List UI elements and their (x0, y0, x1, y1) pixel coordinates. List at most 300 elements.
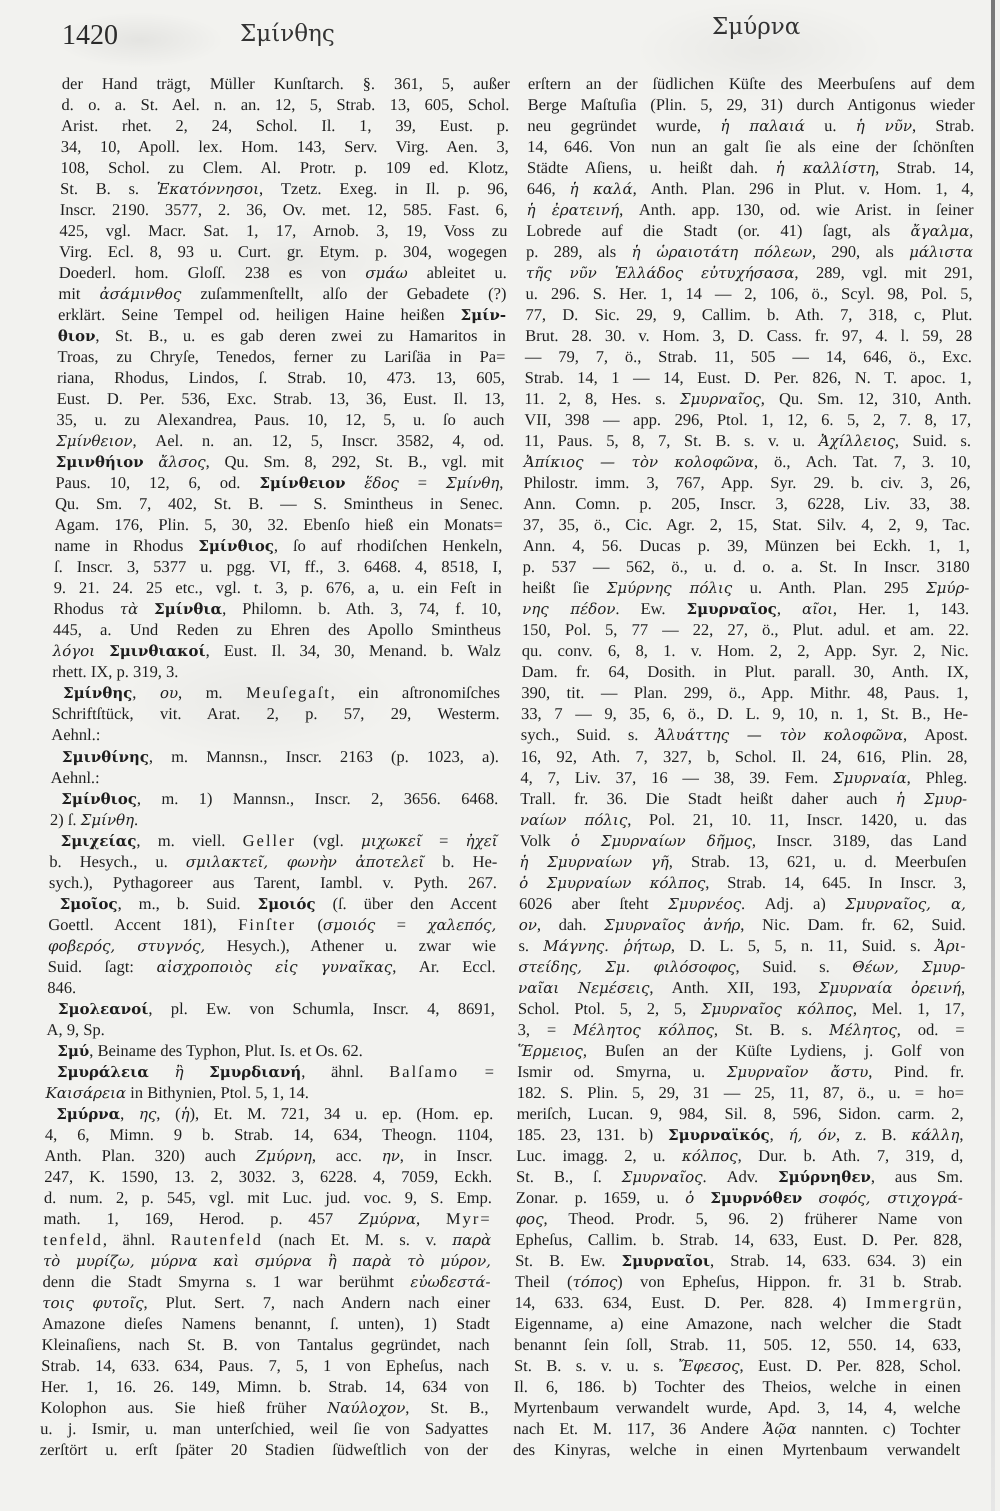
greek-term: Σμυρναῖος κόλπος (700, 999, 853, 1018)
text-run: , (415, 1208, 447, 1228)
text-line (524, 388, 971, 409)
text-run: 646, (526, 179, 570, 199)
text-run: , Ar. Eccl. (392, 956, 496, 976)
text-run: , dah. (536, 914, 605, 934)
text-line (519, 893, 966, 914)
greek-term: ἡ Σμυρναίων γῆ (519, 852, 669, 871)
text-line (517, 1061, 964, 1082)
greek-term: ή, όν (788, 1125, 837, 1144)
text-run: Lobrede auf die Stadt (or. 41) ſagt, als (526, 221, 911, 241)
text-run: 33, 7 — 9, 35, 6, ö., D. L. 9, 10, n. 1, St. B., He- (520, 704, 969, 724)
text-line (52, 661, 500, 682)
text-run: , ſo auf rhodiſchen Henkeln, (273, 536, 503, 556)
text-line (40, 1397, 488, 1418)
greek-term: Ἀρι- (934, 936, 966, 955)
headword: Σμοιός (257, 894, 316, 913)
text-run: s. (518, 935, 544, 955)
text-run: , (120, 1103, 140, 1123)
text-run: , 289, vgl. mit 291, (794, 263, 973, 283)
greek-term: ἡ νῦν (855, 117, 913, 136)
text-run (345, 473, 364, 492)
headword: Σμυρδιανή (209, 1062, 302, 1081)
greek-term: αἰσχροποιὸς εἰς γυναῖκας (156, 957, 393, 976)
text-line (41, 1376, 489, 1397)
text-run: Luc. imagg. 2, u. (516, 1145, 683, 1165)
greek-term: Ἀλυάττης — τὸν κολοφῶνα (655, 726, 904, 745)
greek-term: σμοιός (322, 915, 376, 934)
text-run: u. (804, 116, 856, 136)
text-run: , Pol. 21, 10. 11, Inscr. 1420, u. das (627, 809, 968, 829)
text-line (61, 94, 509, 115)
headword: Σμίνθια (153, 600, 223, 619)
text-line (523, 493, 970, 514)
text-run: , Suid. s. (735, 956, 853, 976)
text-run: , Anth. app. 130, od. wie Arist. in ſeiner (619, 200, 974, 220)
text-run: Eust. D. Per. 536, Exc. Strab. 13, 36, Eust. Il. 13, (56, 389, 505, 409)
text-line (513, 1439, 960, 1460)
text-line (519, 872, 966, 893)
text-line (40, 1439, 488, 1460)
text-run: , ( (156, 1103, 181, 1123)
text-line (517, 1103, 964, 1124)
text-line (60, 199, 508, 220)
text-run: , aus Sm. (870, 1166, 964, 1186)
text-line (45, 1082, 493, 1103)
text-run: Brut. 28. 30. v. Hom. 3, D. Cass. fr. 97, 4. l. 59, 28 (525, 326, 973, 346)
greek-term: ἡ ὡραιοτάτη πόλεων (631, 243, 813, 262)
text-line (528, 73, 975, 94)
text-line (520, 746, 967, 767)
text-run: qu. conv. 6, 8, 1. v. Hom. 2, 2, App. Syr. 2, Nic. (521, 641, 969, 661)
text-line (526, 241, 973, 262)
text-run: = (458, 1061, 495, 1081)
text-run: Doederl. hom. Gloſſ. 238 es von (58, 263, 366, 283)
greek-term: Σμύρνης πόλις (606, 579, 733, 598)
text-line (522, 577, 969, 598)
text-line (51, 767, 499, 788)
greek-term: ἀσάμινθος (99, 285, 182, 304)
text-run: = (375, 914, 428, 934)
text-line (516, 1124, 963, 1145)
text-run: p. 537 — 562, ö., u. d. o. a. St. In Inscr. 3180 (522, 557, 970, 577)
text-run: riana, Rhodus, Lindos, ſ. Strab. 10, 473. 13, 605, (56, 368, 506, 388)
text-line (527, 157, 974, 178)
text-line (520, 788, 967, 809)
text-line (524, 451, 971, 472)
greek-term: Ζμύρνη (255, 1146, 313, 1165)
text-run: , Philomn. b. Ath. 3, 74, f. 10, (222, 599, 502, 619)
text-run: , Anth. Plan. 296 in Plut. v. Hom. 1, 4, (632, 179, 974, 199)
text-line (46, 1040, 494, 1061)
text-run: Arist. rhet. 2, 24, Schol. Il. 1, 39, Eust. p. (61, 116, 510, 136)
text-run: 14, 633. 634, Eust. D. Per. 828. 4) (514, 1292, 866, 1312)
text-line (524, 430, 971, 451)
greek-term: Θέων, Σμυρ- (852, 957, 966, 976)
text-run: , Dur. b. Ath. 7, 319, d, (737, 1145, 964, 1165)
text-line (523, 514, 970, 535)
text-line (47, 956, 495, 977)
text-line (46, 1061, 494, 1082)
text-line (518, 935, 965, 956)
text-line (523, 535, 970, 556)
greek-term: Σμυρναῖος ἀνήρ (604, 915, 741, 934)
text-run: 108, Schol. zu Clem. Al. Protr. p. 109 ed. Klotz, (60, 158, 509, 178)
text-line (59, 262, 507, 283)
greek-term: εὐωδεστά- (410, 1272, 491, 1291)
text-run: Suid. ſagt: (47, 956, 157, 976)
greek-term: Μέλητος κόλπος (573, 1020, 715, 1039)
text-run: . Adj. a) (740, 893, 846, 913)
text-run: , (769, 1124, 789, 1144)
greek-term: ην (381, 1146, 401, 1165)
text-run: , Anth. XII, 193, (649, 977, 819, 997)
text-run: 16, 92, Ath. 7, 327, b, Schol. Il. 24, 616, Plin. 28, (520, 746, 968, 766)
text-line (54, 556, 502, 577)
text-run: Zonar. p. 1659, u. (515, 1187, 686, 1207)
text-line (43, 1208, 491, 1229)
greek-term: ὁ Σμυρναίων κόλπος (519, 873, 706, 892)
text-run: nannten. c) Tochter (796, 1419, 961, 1438)
greek-term: ἡ καλά (569, 180, 633, 199)
text-run: St. B., ſ. (515, 1166, 622, 1186)
text-line (520, 830, 967, 851)
headword: Σμοῖος (59, 894, 118, 913)
greek-term: κάλλη (911, 1125, 960, 1144)
text-run: 3, = (517, 1019, 574, 1039)
text-run: , Strab. 14, (875, 158, 975, 178)
text-run (183, 1062, 209, 1081)
greek-term: σμάω (365, 264, 408, 283)
text-run: , Plut. Sert. 7, nach Andern nach einer (143, 1292, 491, 1312)
text-run: Agam. 176, Plin. 5, 30, 32. Ebenſo hieß ein Monats= (54, 515, 503, 535)
text-line (527, 136, 974, 157)
text-line (50, 788, 498, 809)
text-run (694, 1188, 710, 1207)
text-line (518, 1019, 965, 1040)
text-run: 185. 23, 131. b) (516, 1124, 669, 1144)
spaced-term: tenfeld (43, 1229, 104, 1249)
text-line (527, 115, 974, 136)
greek-term: τόπος (572, 1272, 618, 1291)
text-line (59, 241, 507, 262)
text-line (57, 346, 505, 367)
text-line (519, 914, 966, 935)
text-run: erklärt. Seine Tempel od. heiligen Haine heißen (57, 305, 461, 325)
text-run: (ſ. über den Accent (315, 893, 497, 913)
text-run: , Apost. (902, 725, 968, 745)
text-line (46, 1019, 494, 1040)
text-run: p. 289, als (525, 242, 632, 262)
text-run: Berge Maſtuſia (Plin. 5, 29, 31) durch Antigonus wieder (527, 95, 975, 115)
text-run: Kolophon aus. Sie hieß früher (40, 1397, 328, 1417)
greek-term: φος (515, 1209, 544, 1228)
text-run: (nach Et. M. s. v. (262, 1229, 453, 1249)
greek-term: Σμυρναία (833, 768, 907, 787)
text-run: erſtern an der ſüdlichen Küſte des Meerbuſens auf dem (527, 74, 975, 93)
headword: Σμυρναῖος (686, 600, 777, 619)
text-line (525, 367, 972, 388)
text-run: Dam. fr. 64, Dosith. in Plut. parall. 30, Anth. IX, (521, 662, 969, 682)
text-line (515, 1250, 962, 1271)
text-run: heißt ſie (522, 578, 607, 598)
greek-term: Σμυρναῖος, α, (845, 894, 967, 913)
text-line (56, 409, 504, 430)
greek-term: αῖοι (801, 600, 834, 619)
text-run: 390, tit. — Plan. 299, ö., App. Mithr. 48, Paus. 1, (521, 683, 969, 703)
greek-term: ἢ (174, 1062, 184, 1081)
text-run: d. o. a. St. Ael. n. an. 12, 5, Strab. 13, 605, Schol. (61, 95, 510, 115)
text-run: rhett. IX, p. 319, 3. (52, 662, 179, 682)
headword: Σμιχείας (60, 831, 137, 850)
text-run: b. Hesych., u. (49, 851, 186, 871)
text-run: 35, u. zu Alexandrea, Paus. 10, 12, 5, u. ſo auch (56, 410, 505, 430)
text-run: Strab. 14, 633. 634, Paus. 7, 5, 1 von Epheſus, nach (41, 1355, 490, 1375)
greek-term: κόλπος (681, 1146, 738, 1165)
text-run: . Adv. (702, 1166, 779, 1186)
greek-term: ἄγαλμα (910, 222, 970, 241)
greek-term: λόγοι (52, 642, 96, 661)
text-run: Schol. Ptol. 5, 2, 5, (517, 998, 702, 1018)
text-run: 150, Pol. 5, 77 — 22, 27, ö., Plut. adul. et am. 22. (521, 620, 970, 640)
text-run: . (133, 809, 139, 829)
text-run: , 290, als (811, 242, 910, 262)
text-line (513, 1418, 960, 1439)
text-line (527, 178, 974, 199)
text-run: , m. (177, 683, 247, 703)
text-run: benannt ſein ſoll, Strab. 11, 505. 12, 550. 14, 633, (514, 1334, 962, 1354)
spaced-term: Balſamo (389, 1061, 460, 1081)
text-run: neu gegründet wurde, (527, 116, 721, 136)
text-run: Theil ( (514, 1271, 573, 1291)
text-run: Städte Aſiens, u. heißt dah. (526, 158, 776, 178)
text-line (515, 1229, 962, 1250)
text-run: name in Rhodus (54, 536, 199, 556)
running-head-left: Σμίνθης (240, 21, 335, 47)
text-line (47, 977, 495, 998)
text-run: VII, 398 — app. 296, Ptol. 1, 12, 6. 5, 2, 7. 8, 17, (524, 410, 972, 430)
greek-term: ἡ (180, 1104, 190, 1123)
text-line (43, 1250, 491, 1271)
headword: Σμύ (57, 1041, 90, 1060)
greek-term: φοβερός, στυγνός, (47, 936, 206, 955)
text-run: Trall. fr. 36. Die Stadt heißt daher auch (520, 788, 896, 808)
text-run: 9. 21. 24. 25 etc., vgl. t. 3, p. 676, a, u. ein Feſt in (53, 578, 502, 598)
right-column (513, 73, 975, 1460)
text-run: St. B. s. (59, 179, 157, 199)
text-line (60, 157, 508, 178)
text-line (525, 283, 972, 304)
text-run: meriſch, Lucan. 9, 984, Sil. 8, 596, Sidon. carm. 2, (516, 1103, 964, 1123)
text-run: , m. 1) Mannsn., Inscr. 2, 3656. 6468. (136, 788, 499, 808)
text-line (51, 724, 499, 745)
greek-term: Μέλητος (829, 1020, 897, 1039)
text-line (514, 1376, 961, 1397)
greek-term: Ἀχίλλειος (818, 432, 896, 451)
greek-term: ης (138, 1104, 157, 1123)
text-run: 425, vgl. Macr. Sat. 1, 17, Arnob. 3, 19, Voss zu (59, 221, 508, 241)
text-line (515, 1292, 962, 1313)
text-run: zerſtört u. erſt ſpäter 20 Stadien ſüdweſtlich von der (39, 1440, 489, 1460)
text-run: Troas, zu Chryſe, Tenedos, ferner zu Lariſäa in Pa= (57, 347, 506, 367)
greek-term: ἕδος (364, 474, 399, 493)
text-run: , ö., Ach. Tat. 7, 3. 10, (753, 452, 971, 472)
text-line (516, 1187, 963, 1208)
text-line (44, 1145, 492, 1166)
text-line (523, 556, 970, 577)
text-run: math. 1, 169, Herod. p. 457 (43, 1208, 359, 1228)
text-run: ableitet u. (407, 263, 507, 283)
greek-term: χαλεπός, (427, 915, 497, 934)
text-run: Ann. 4, 56. Ducas p. 39, Münzen bei Eckh. 1, 1, (522, 536, 970, 556)
text-run: 247, K. 1590, 13. 2, 3032. 3, 6228. 4, 7059, Eckh. (44, 1166, 493, 1186)
text-run (138, 599, 154, 618)
text-run: 846. (47, 977, 77, 997)
greek-term: Ἀπίκιος — τὸν κολοφῶνα (523, 453, 755, 472)
text-line (523, 472, 970, 493)
text-run: St. B. Ew. (515, 1250, 622, 1270)
text-line (521, 724, 968, 745)
text-line (47, 998, 495, 1019)
text-line (44, 1187, 492, 1208)
text-line (522, 598, 969, 619)
text-run: Her. 1, 16. 26. 149, Mimn. b. Strab. 14, 634 von (40, 1376, 490, 1396)
greek-term: ναῖαι Νεμέσεις (518, 978, 650, 997)
text-run: , ein aſtronomiſches (330, 683, 501, 703)
text-run: , (969, 221, 974, 241)
text-run: , m., b. Suid. (117, 893, 258, 913)
text-run: , od. = (896, 1019, 965, 1039)
text-line (522, 640, 969, 661)
text-run: , ähnl. (102, 1229, 171, 1249)
text-line (517, 1040, 964, 1061)
greek-term: τῆς νῦν Ἑλλάδος εὐτυχήσασα (525, 264, 795, 283)
headword: Σμινθιακοί (109, 642, 206, 661)
text-line (49, 851, 497, 872)
text-run: 34, 10, Apoll. lex. Hom. 143, Serv. Virg. Aen. 3, (60, 137, 509, 157)
text-line (40, 1418, 488, 1439)
text-line (59, 220, 507, 241)
greek-term: Σμίνθη (445, 474, 500, 493)
text-run: , Her. 1, 143. (832, 599, 970, 619)
text-line (50, 830, 498, 851)
greek-term: Σμίνθη (80, 810, 135, 829)
greek-term: νης πέδον (522, 600, 616, 619)
greek-term: σοφός, στιχογρά- (818, 1188, 963, 1207)
spaced-term: Immergrün (865, 1292, 958, 1312)
text-run: , St. B., (405, 1397, 489, 1417)
spaced-term: Finſter (238, 914, 297, 934)
greek-term: Σμύρ- (925, 579, 970, 598)
greek-term: Ἔφεσος (678, 1356, 740, 1375)
greek-term: Καισάρεια (45, 1083, 127, 1102)
text-run: 4, 6, Mimn. 9 b. Strab. 14, 634, Theogn. 1104, (44, 1124, 494, 1144)
text-run: Paus. 10, 12, 6, od. (55, 473, 260, 493)
text-line (50, 809, 498, 830)
text-run: Philostr. imm. 3, 767, App. Syr. 29. b. civ. 3, 26, (523, 473, 971, 493)
text-line (49, 872, 497, 893)
text-run: 77, D. Sic. 29, 9, Callim. b. Ath. 7, 318, c, Plut. (525, 305, 973, 325)
text-line (524, 409, 971, 430)
text-line (58, 283, 506, 304)
text-run: Rhodus (53, 599, 120, 619)
text-run: , Suid. s. (894, 431, 972, 451)
text-line (52, 703, 500, 724)
headword: Σμυράλεια (56, 1062, 150, 1081)
text-run: Il. 6, 186. b) Tochter des Theios, welche in einen (513, 1376, 961, 1396)
greek-term: Ἕρμειος (517, 1041, 583, 1060)
text-line (518, 956, 965, 977)
greek-term: Ζμύρνα (358, 1209, 417, 1228)
text-run: A, 9, Sp. (46, 1019, 106, 1039)
text-line (62, 73, 510, 94)
text-run: Eigenname, a) eine Amazone, nach welcher die Stadt (514, 1313, 962, 1333)
text-line (45, 1124, 493, 1145)
text-line (521, 661, 968, 682)
greek-term: παρὰ (452, 1230, 492, 1249)
text-line (525, 304, 972, 325)
text-line (54, 577, 502, 598)
text-run (95, 641, 109, 660)
text-run: Schriftſtück, vit. Arat. 2, p. 57, 29, Westerm. (51, 704, 500, 724)
text-run: ) von Epheſus, Hippon. fr. 31 b. Strab. (617, 1271, 963, 1291)
text-run: 445, a. Und Reden zu Ehren des Apollo Smintheus (52, 620, 502, 640)
text-run: , Theod. Prodr. 5, 96. 2) früherer Name von (543, 1208, 963, 1228)
text-run: Anth. Plan. 320) auch (44, 1145, 256, 1165)
text-run: , (957, 1292, 962, 1312)
greek-term: τὸ μυρίζω, μύρνα καὶ σμύρνα ἢ παρὰ τὸ μύρον, (42, 1251, 492, 1270)
greek-term: τὰ (119, 600, 139, 619)
text-line (526, 220, 973, 241)
text-run: = (398, 473, 447, 493)
text-run: , in Inscr. (399, 1145, 493, 1165)
text-line (515, 1208, 962, 1229)
greek-term: ἄλσος (158, 453, 206, 472)
text-line (58, 304, 506, 325)
text-run: 11, Paus. 5, 8, 7, St. B. s. v. u. (523, 431, 819, 451)
page-number: 1420 (62, 20, 118, 51)
text-line (515, 1271, 962, 1292)
text-line (53, 640, 501, 661)
text-run: Amazone dieſes Namens benannt, ſ. unten), 1) Stadt (41, 1313, 491, 1333)
text-run: ), Et. M. 721, 34 u. ep. (Hom. ep. (189, 1103, 494, 1123)
text-run: 11. 2, 8, Hes. s. (524, 389, 681, 409)
greek-term: μάλιστα (909, 243, 974, 262)
text-run: Hesych.), Athener u. zwar wie (205, 935, 497, 955)
text-run: Aehnl.: (51, 725, 101, 745)
text-run: Ismir od. Smyrna, u. (517, 1061, 727, 1081)
text-run: — 79, 7, ö., Strab. 11, 505 — 14, 646, ö., Exc. (524, 347, 973, 367)
text-run: . Ew. (615, 599, 687, 619)
text-run: sych.), Pythagoreer aus Tarent, Iambl. v. Pyth. 267. (48, 872, 498, 892)
greek-term: ναίων πόλις (519, 810, 628, 829)
text-line (48, 935, 496, 956)
greek-term: Σμίνθειον (55, 432, 133, 451)
text-run: , Tzetz. Exeg. in Il. p. 96, (258, 179, 509, 199)
text-line (521, 682, 968, 703)
headword: Σμυρναϊκός (668, 1125, 770, 1144)
left-column (40, 73, 510, 1460)
text-run: , D. L. 5, 5, n. 11, Suid. s. (670, 935, 936, 955)
text-run: Qu. Sm. 7, 402, St. B. — S. Smintheus in Senec. (54, 494, 504, 514)
text-run: Virg. Ecl. 8, 93 u. Curt. gr. Etym. p. 304, wogegen (58, 242, 508, 262)
text-line (522, 619, 969, 640)
text-run: , (499, 473, 504, 493)
text-run: des Kinyras, welche in einen Myrtenbaum verwandelt (513, 1440, 961, 1460)
text-run: , Ael. n. an. 12, 5, Inscr. 3582, 4, od. (132, 431, 505, 451)
text-line (519, 851, 966, 872)
text-run (802, 1188, 818, 1207)
text-run: , Qu. Sm. 12, 310, Anth. (760, 389, 972, 409)
